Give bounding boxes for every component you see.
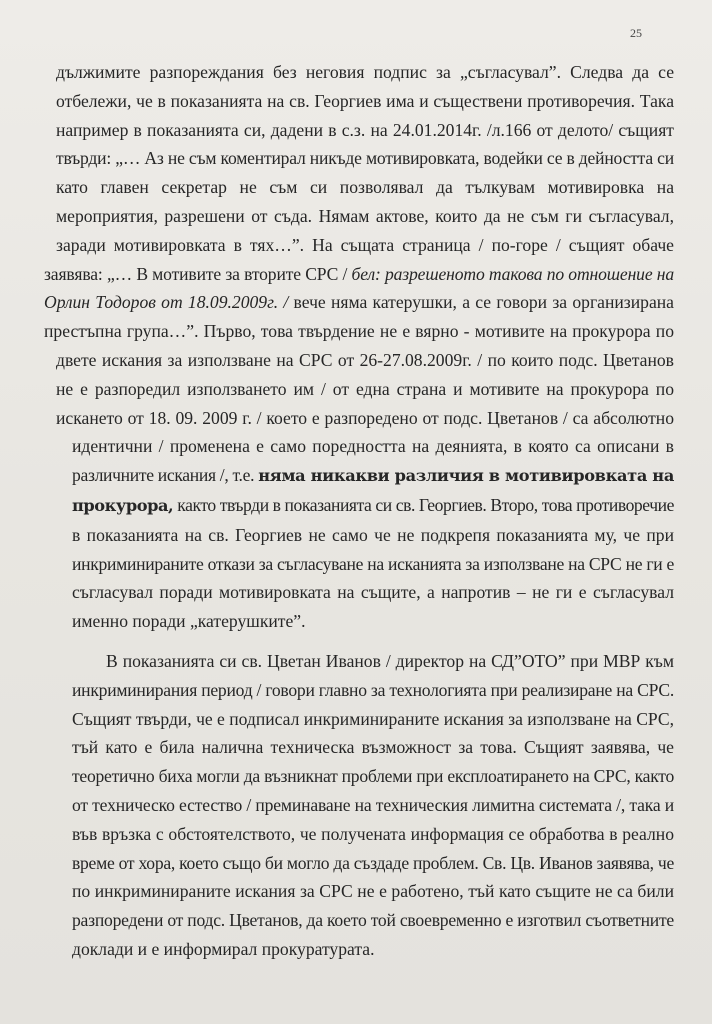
text-line: заявява: „… В мотивите за вторите СРС / бел: разрешеното такова по отношение на — [44, 263, 674, 284]
text-line: Орлин Тодоров от 18.09.2009г. / вече няма катерушки, а се говори за организирана — [44, 292, 674, 313]
text-line: например в показанията си, дадени в с.з. на 24.01.2014г. /л.166 от делото/ същият — [56, 119, 674, 140]
text-line: разпоредени от подс. Цветанов, да което той своевременно е изготвил съответните — [72, 910, 674, 931]
text-line: престъпна група…”. Първо, това твърдение не е вярно - мотивите на прокурора по — [44, 321, 674, 342]
text-line: доклади и е информирал прокуратурата. — [72, 938, 375, 959]
text-line: от техническо естество / преминаване на техническия лимитна системата /, така и — [72, 794, 674, 815]
text-line: дължимите разпореждания без неговия подпис за „съгласувал”. Следва да се — [56, 62, 674, 82]
text-line: инкриминираните откази за съгласуване на исканията за използване на СРС не ги е — [72, 553, 674, 574]
text-line: време от хора, което също би могло да създаде проблем. Св. Цв. Иванов заявява, че — [72, 852, 674, 873]
text-line: не е разпоредил използването им / от една страна и мотивите на прокурора по — [56, 378, 674, 399]
text-line: съгласувал поради мотивировката на същите, а напротив – не ги е съгласувал — [72, 582, 674, 603]
text-line: идентични / променена е само поредността на деянията, в която са описани в — [72, 436, 674, 457]
italic-note: Орлин Тодоров от 18.09.2009г. / — [44, 292, 289, 313]
text-line: тъй като е била налична техническа възможност за това. Същият заявява, че — [72, 737, 674, 758]
text-line: различните искания /, т.е. няма никакви различия в мотивировката на — [72, 465, 674, 486]
text-line: в показанията на св. Георгиев не само че не подкрепя показанията му, че при — [72, 524, 674, 545]
text-line: Същият твърди, че е подписал инкриминираните искания за използване на СРС, — [72, 708, 674, 729]
text-line: заради мотивировката в тях…”. На същата страница / по-горе / същият обаче — [56, 234, 674, 255]
bold-emphasis: няма никакви различия в мотивировката на — [258, 466, 674, 486]
text-line: прокурора, както твърди в показанията си св. Георгиев. Второ, това противоречие — [72, 494, 675, 515]
text-line: двете искания за използване на СРС от 26-27.08.2009г. / по които подс. Цветанов — [56, 349, 674, 370]
text-line: именно поради „катерушките”. — [72, 611, 306, 632]
text-line: във връзка с обстоятелството, че получената информация се обработва в реално — [72, 823, 674, 844]
paragraph-1 — [44, 58, 674, 636]
text-line: В показанията си св. Цветан Иванов / директор на СД”ОТО” при МВР към — [106, 650, 674, 671]
page-number: 25 — [630, 26, 642, 40]
bold-emphasis: прокурора, — [72, 495, 174, 515]
text-line: искането от 18. 09. 2009 г. / което е разпоредено от подс. Цветанов / са абсолютно — [56, 407, 674, 428]
text-line: инкриминирания период / говори главно за технологията при реализиране на СРС. — [72, 679, 674, 700]
text-line: теоретично биха могли да възникнат проблеми при експлоатирането на СРС, както — [72, 766, 674, 787]
document-body — [44, 58, 674, 964]
text-line: като главен секретар не съм си позволявал да тълкувам мотивировка на — [56, 177, 674, 198]
text-line: отбележи, че в показанията на св. Георгиев има и съществени противоречия. Така — [56, 90, 674, 111]
text-line: твърди: „… Аз не съм коментирал никъде мотивировката, водейки се в дейността си — [56, 148, 674, 169]
text-line: по инкриминираните искания за СРС не е работено, тъй като същите не са били — [72, 881, 674, 902]
paragraph-2 — [44, 647, 674, 964]
text-line: мероприятия, разрешени от съда. Нямам актове, които да не съм ги съгласувал, — [56, 205, 674, 226]
italic-note: бел: разрешеното такова по отношение на — [351, 263, 674, 284]
